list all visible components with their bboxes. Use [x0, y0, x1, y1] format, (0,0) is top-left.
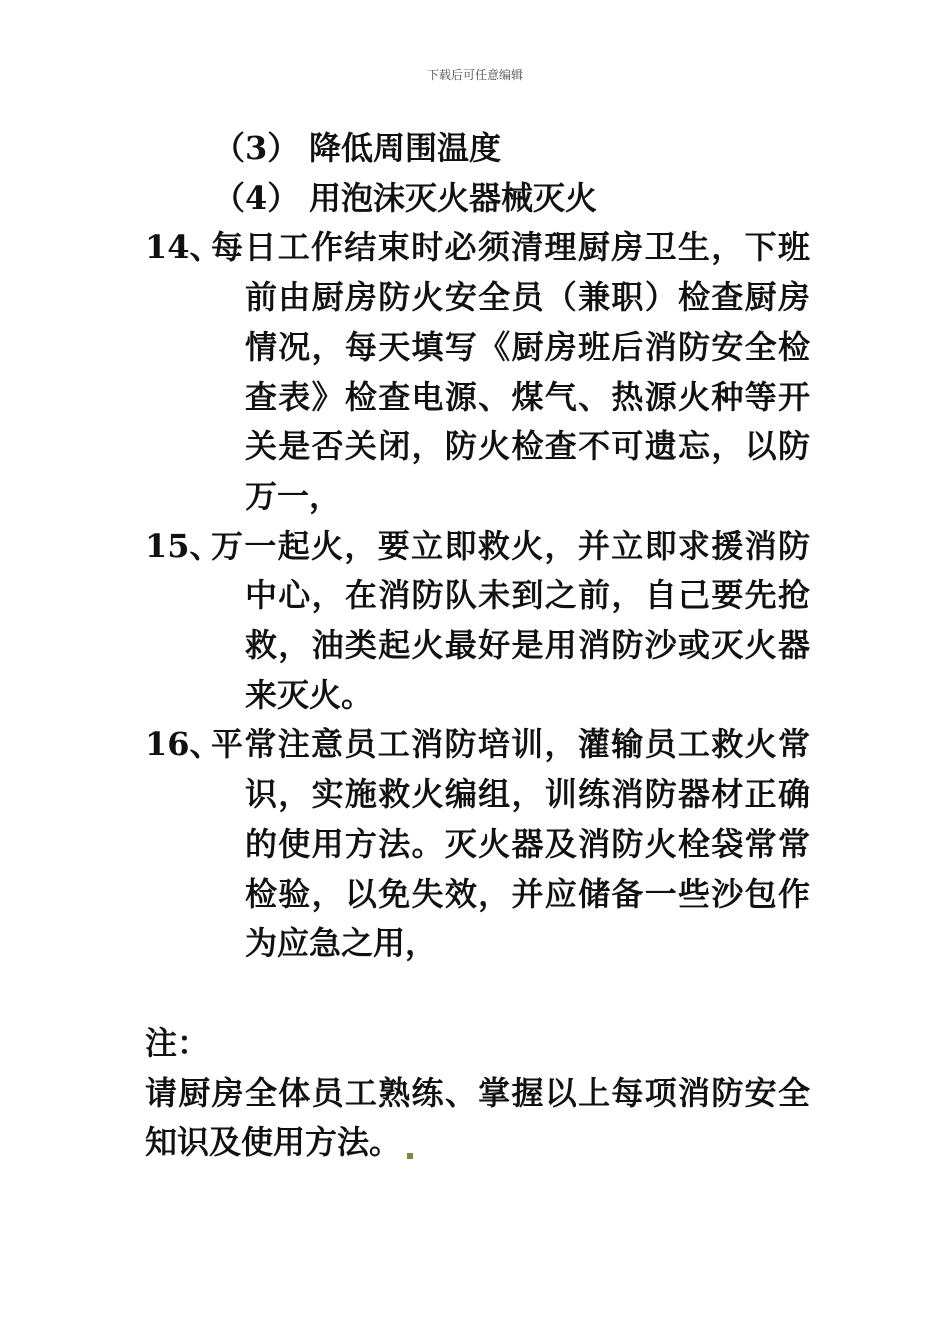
- anchor-mark-icon: [407, 1153, 413, 1159]
- item-text: 平常注意员工消防培训，灌输员工救火常识，实施救火编组，训练消防器材正确的使用方法。灭火器及消防火栓袋常常检验，以免失效，并应储备一些沙包作为应急之用，: [211, 725, 810, 963]
- item-text: 每日工作结束时必须清理厨房卫生，下班前由厨房防火安全员（兼职）检查厨房情况，每天填写《厨房班后消防安全检查表》检查电源、煤气、热源火种等开关是否关闭，防火检查不可遗忘，以防万一，: [211, 228, 810, 515]
- sub-item-text: 用泡沫灭火器械灭火: [309, 178, 598, 217]
- sub-item-4: [145, 174, 810, 224]
- list-item-15: [145, 522, 810, 721]
- item-number: 16、: [145, 725, 222, 764]
- item-number: 15、: [145, 526, 222, 565]
- item-number: 14、: [145, 228, 222, 267]
- page-header: 下载后可任意编辑: [426, 68, 523, 82]
- sub-item-marker: （4）: [213, 178, 300, 217]
- list-item-14: [145, 223, 810, 521]
- spacer: [145, 969, 810, 1019]
- sub-item-3: [145, 124, 810, 174]
- note-text: 请厨房全体员工熟练、掌握以上每项消防安全知识及使用方法。: [145, 1073, 810, 1162]
- document-body: [145, 124, 810, 1168]
- item-text: 万一起火，要立即救火，并立即求援消防中心，在消防队未到之前，自己要先抢救，油类起火最好是用消防沙或灭火器来灭火。: [211, 526, 810, 714]
- sub-item-marker: （3）: [213, 129, 300, 167]
- note-paragraph: [145, 1069, 810, 1168]
- list-item-16: [145, 720, 810, 969]
- sub-item-text: 降低周围温度: [309, 129, 502, 167]
- note-title: 注：: [145, 1023, 210, 1062]
